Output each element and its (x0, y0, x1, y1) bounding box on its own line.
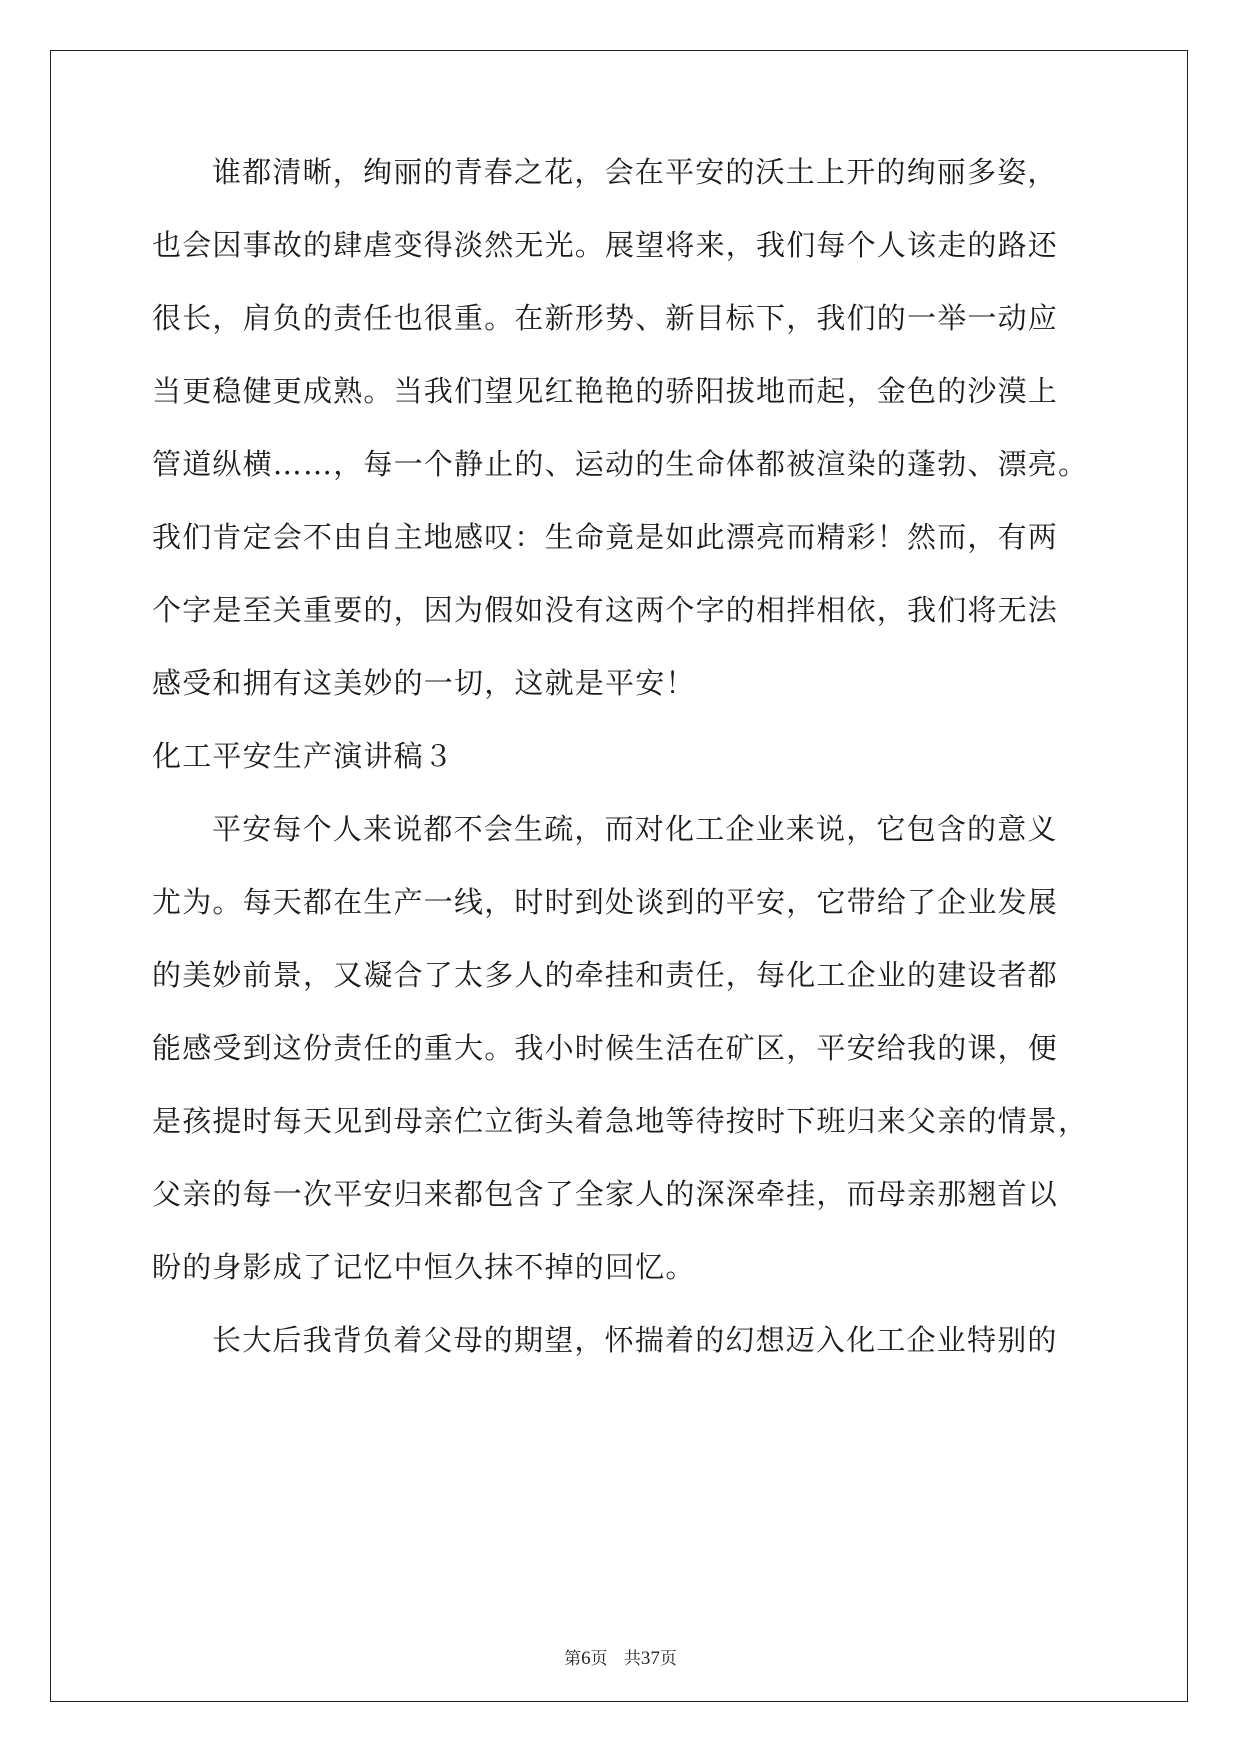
footer-prefix: 第 (564, 1649, 582, 1669)
paragraph-line: 平安每个人来说都不会生疏，而对化工企业来说，它包含的意义 (212, 812, 1058, 846)
paragraph-line: 长大后我背负着父母的期望，怀揣着的幻想迈入化工企业特别的 (212, 1323, 1058, 1357)
paragraph-line: 个字是至关重要的，因为假如没有这两个字的相拌相依，我们将无法 (152, 593, 1059, 627)
paragraph-line: 谁都清晰，绚丽的青春之花，会在平安的沃土上开的绚丽多姿， (212, 155, 1058, 189)
section-heading: 化工平安生产演讲稿３ (152, 739, 455, 773)
paragraph-line: 能感受到这份责任的重大。我小时候生活在矿区，平安给我的课，便 (152, 1031, 1059, 1065)
current-page-number: 6 (581, 1648, 591, 1669)
footer-page-word: 页 (590, 1649, 608, 1669)
page-footer (0, 1644, 1241, 1670)
footer-total-prefix: 共 (623, 1649, 641, 1669)
paragraph-line: 我们肯定会不由自主地感叹：生命竟是如此漂亮而精彩！然而，有两 (152, 520, 1059, 554)
footer-total-suffix: 页 (659, 1649, 677, 1669)
paragraph-line: 管道纵横……，每一个静止的、运动的生命体都被渲染的蓬勃、漂亮。 (152, 447, 1089, 481)
paragraph-line: 很长，肩负的责任也很重。在新形势、新目标下，我们的一举一动应 (152, 301, 1059, 335)
paragraph-line: 尤为。每天都在生产一线，时时到处谈到的平安，它带给了企业发展 (152, 885, 1059, 919)
paragraph-line: 也会因事故的肆虐变得淡然无光。展望将来，我们每个人该走的路还 (152, 228, 1059, 262)
paragraph-line: 的美妙前景，又凝合了太多人的牵挂和责任，每化工企业的建设者都 (152, 958, 1059, 992)
total-pages-number: 37 (640, 1648, 660, 1669)
paragraph-line: 是孩提时每天见到母亲伫立街头着急地等待按时下班归来父亲的情景， (152, 1104, 1089, 1138)
paragraph-line: 当更稳健更成熟。当我们望见红艳艳的骄阳拔地而起，金色的沙漠上 (152, 374, 1059, 408)
paragraph-line: 父亲的每一次平安归来都包含了全家人的深深牵挂，而母亲那翘首以 (152, 1177, 1059, 1211)
paragraph-line: 盼的身影成了记忆中恒久抹不掉的回忆。 (152, 1250, 696, 1284)
paragraph-line: 感受和拥有这美妙的一切，这就是平安！ (152, 666, 696, 700)
